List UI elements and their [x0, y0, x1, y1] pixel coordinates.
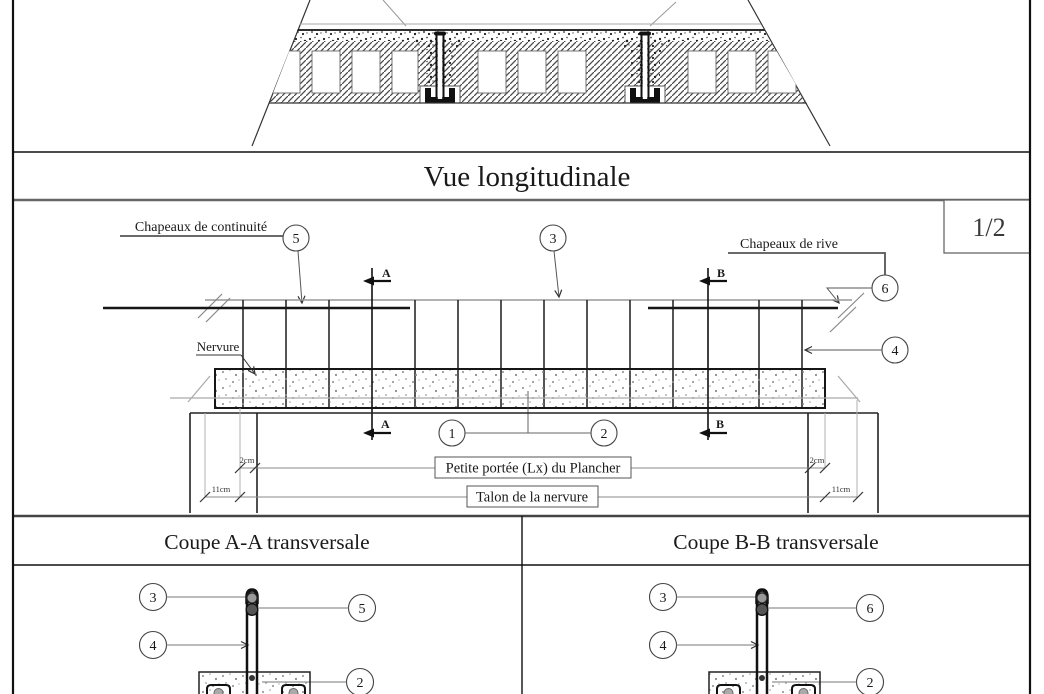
svg-text:1: 1 [448, 427, 456, 442]
dim-11cm-right: 11cm [831, 484, 851, 494]
section-marker-a-bottom: A [381, 417, 390, 431]
svg-text:3: 3 [659, 591, 667, 606]
page-number: 1/2 [972, 213, 1006, 242]
svg-text:2: 2 [356, 676, 364, 691]
coupe-bb-top-bar [757, 593, 767, 603]
svg-text:4: 4 [659, 639, 667, 654]
slab-cross-section [258, 24, 812, 103]
coupe-aa-top-bar [247, 593, 257, 603]
section-marker-b-bottom: B [716, 417, 725, 431]
svg-text:2: 2 [600, 427, 608, 442]
dim-2cm-right: 2cm [809, 455, 825, 465]
svg-text:2: 2 [866, 676, 874, 691]
coupe-aa-cap-bar [246, 604, 258, 616]
svg-text:4: 4 [891, 344, 899, 359]
label-chapeaux-continuite: Chapeaux de continuité [134, 220, 268, 235]
svg-text:3: 3 [549, 232, 557, 247]
svg-text:5: 5 [292, 232, 300, 247]
section-marker-b-top: B [717, 266, 726, 280]
label-nervure: Nervure [196, 339, 240, 354]
svg-text:3: 3 [149, 591, 157, 606]
nervure-band [215, 369, 825, 408]
label-petite-portee: Petite portée (Lx) du Plancher [445, 460, 621, 477]
section-marker-a-top: A [382, 266, 391, 280]
label-chapeaux-rive: Chapeaux de rive [740, 237, 838, 252]
coupe-bb-cap-bar [756, 604, 768, 616]
page-number-box [944, 200, 1030, 253]
vue-longitudinale-title: Vue longitudinale [423, 161, 631, 193]
coupe-bb-bottom-bar [759, 675, 765, 681]
coupe-bb-title: Coupe B-B transversale [673, 530, 879, 554]
label-talon: Talon de la nervure [475, 489, 589, 506]
svg-text:6: 6 [881, 282, 889, 297]
coupe-aa-bottom-bar [249, 675, 255, 681]
svg-text:6: 6 [866, 602, 874, 617]
dim-11cm-left: 11cm [211, 484, 231, 494]
coupe-aa-title: Coupe A-A transversale [164, 530, 370, 554]
svg-text:4: 4 [149, 639, 157, 654]
dim-2cm-left: 2cm [239, 455, 255, 465]
svg-text:5: 5 [358, 602, 366, 617]
